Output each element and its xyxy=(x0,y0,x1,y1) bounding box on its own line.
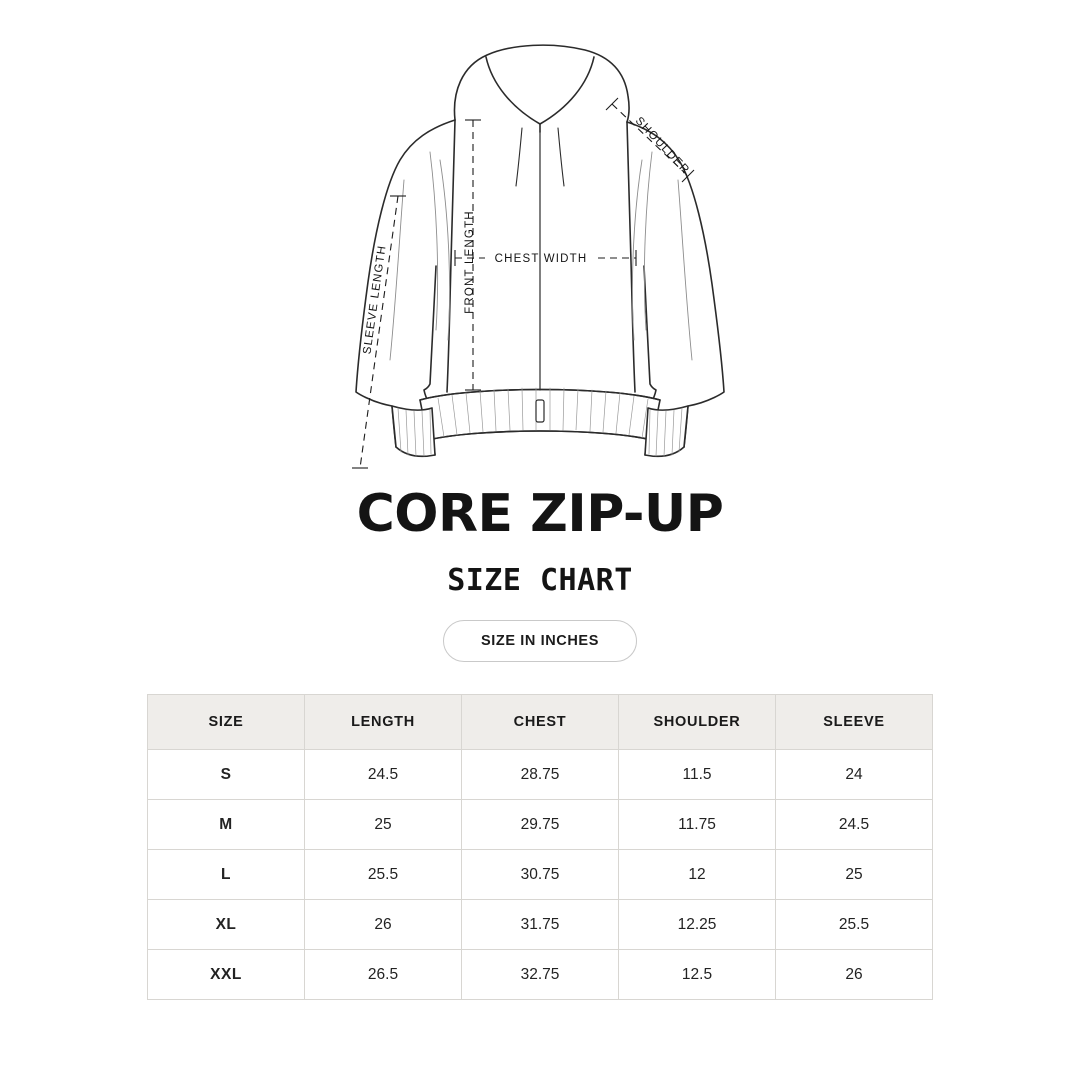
cell-chest: 28.75 xyxy=(462,750,619,800)
hoodie-illustration xyxy=(0,0,1080,470)
size-table-head xyxy=(148,695,933,750)
callout-shoulder: SHOULDER xyxy=(632,114,692,177)
units-label: SIZE IN INCHES xyxy=(481,633,599,649)
table-row xyxy=(148,850,933,900)
cell-size: XL xyxy=(148,900,305,950)
callout-chest-width: CHEST WIDTH xyxy=(494,253,588,265)
cell-sleeve: 26 xyxy=(776,950,933,1000)
cell-shoulder: 12 xyxy=(619,850,776,900)
product-title: CORE ZIP-UP xyxy=(356,484,724,544)
col-header-chest: CHEST xyxy=(462,695,619,750)
cell-size: XXL xyxy=(148,950,305,1000)
cell-shoulder: 12.5 xyxy=(619,950,776,1000)
cell-size: S xyxy=(148,750,305,800)
cell-chest: 31.75 xyxy=(462,900,619,950)
col-header-sleeve: SLEEVE xyxy=(776,695,933,750)
cell-shoulder: 12.25 xyxy=(619,900,776,950)
col-header-shoulder: SHOULDER xyxy=(619,695,776,750)
cell-chest: 30.75 xyxy=(462,850,619,900)
cell-length: 26 xyxy=(305,900,462,950)
cell-sleeve: 25.5 xyxy=(776,900,933,950)
cell-size: M xyxy=(148,800,305,850)
cell-length: 26.5 xyxy=(305,950,462,1000)
size-table xyxy=(147,694,933,1000)
cell-shoulder: 11.5 xyxy=(619,750,776,800)
table-row xyxy=(148,750,933,800)
cell-length: 25.5 xyxy=(305,850,462,900)
size-table-body xyxy=(148,750,933,1000)
size-table-container xyxy=(147,694,933,1000)
table-header-row xyxy=(148,695,933,750)
table-row xyxy=(148,800,933,850)
cell-sleeve: 24 xyxy=(776,750,933,800)
table-row xyxy=(148,900,933,950)
cell-length: 25 xyxy=(305,800,462,850)
callout-sleeve-length: SLEEVE LENGTH xyxy=(361,244,389,355)
cell-sleeve: 25 xyxy=(776,850,933,900)
cell-shoulder: 11.75 xyxy=(619,800,776,850)
cell-size: L xyxy=(148,850,305,900)
col-header-length: LENGTH xyxy=(305,695,462,750)
cell-chest: 32.75 xyxy=(462,950,619,1000)
size-chart-title: SIZE CHART xyxy=(447,563,633,598)
col-header-size: SIZE xyxy=(148,695,305,750)
table-row xyxy=(148,950,933,1000)
cell-sleeve: 24.5 xyxy=(776,800,933,850)
cell-length: 24.5 xyxy=(305,750,462,800)
cell-chest: 29.75 xyxy=(462,800,619,850)
callout-front-length: FRONT LENGTH xyxy=(464,210,476,314)
units-toggle[interactable] xyxy=(443,620,637,662)
